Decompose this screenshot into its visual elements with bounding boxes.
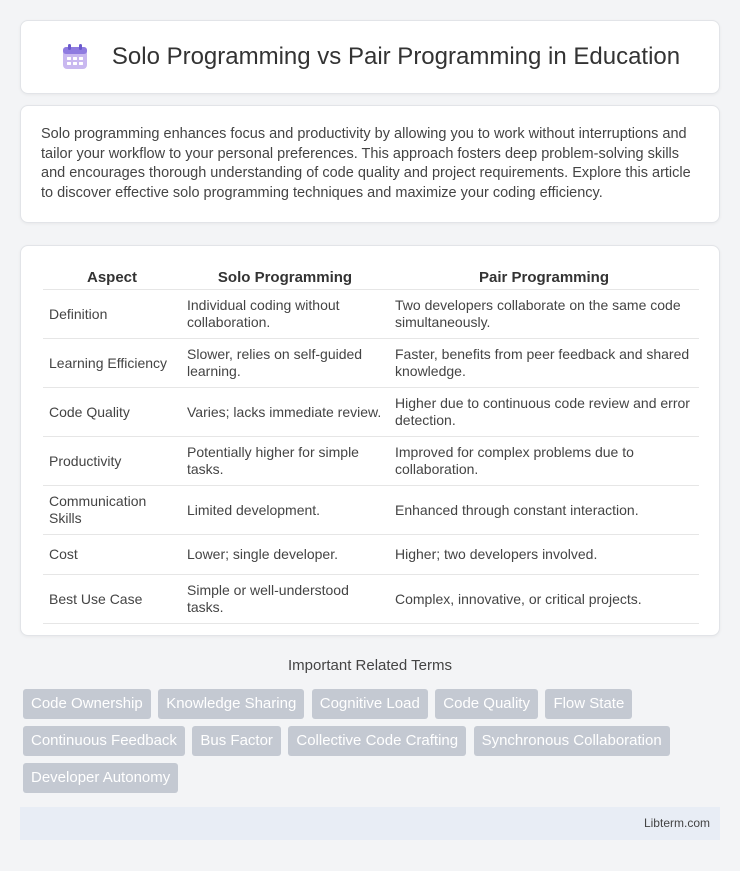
term-tag[interactable]: Synchronous Collaboration	[474, 726, 670, 756]
cell-pair: Enhanced through constant interaction.	[389, 486, 699, 535]
footer	[20, 807, 720, 840]
term-tag[interactable]: Collective Code Crafting	[288, 726, 466, 756]
cell-aspect: Code Quality	[43, 388, 181, 437]
cell-aspect: Communication Skills	[43, 486, 181, 535]
cell-solo: Limited development.	[181, 486, 389, 535]
table-row	[43, 486, 699, 535]
cell-pair: Complex, innovative, or critical projects.	[389, 575, 699, 624]
cell-aspect: Learning Efficiency	[43, 339, 181, 388]
cell-pair: Higher; two developers involved.	[389, 535, 699, 575]
cell-pair: Improved for complex problems due to collaboration.	[389, 437, 699, 486]
term-tag[interactable]: Knowledge Sharing	[158, 689, 304, 719]
term-tag[interactable]: Continuous Feedback	[23, 726, 185, 756]
footer-site-link[interactable]: Libterm.com	[643, 816, 710, 830]
page-title: Solo Programming vs Pair Programming in Education	[111, 43, 681, 70]
calendar-icon	[60, 42, 90, 72]
cell-solo: Individual coding without collaboration.	[181, 290, 389, 339]
term-tag[interactable]: Flow State	[545, 689, 632, 719]
term-tag[interactable]: Developer Autonomy	[23, 763, 178, 793]
intro-card	[20, 105, 720, 223]
comparison-card	[20, 245, 720, 636]
cell-solo: Lower; single developer.	[181, 535, 389, 575]
cell-pair: Two developers collaborate on the same code simultaneously.	[389, 290, 699, 339]
related-terms-title: Important Related Terms	[288, 657, 452, 674]
comparison-table	[43, 264, 699, 624]
term-tag[interactable]: Code Ownership	[23, 689, 151, 719]
cell-aspect: Cost	[43, 535, 181, 575]
term-tag[interactable]: Cognitive Load	[312, 689, 428, 719]
term-tag[interactable]: Code Quality	[435, 689, 538, 719]
table-row	[43, 388, 699, 437]
cell-aspect: Productivity	[43, 437, 181, 486]
header-aspect: Aspect	[43, 264, 181, 290]
cell-aspect: Definition	[43, 290, 181, 339]
table-row	[43, 339, 699, 388]
table-row	[43, 290, 699, 339]
intro-text: Solo programming enhances focus and productivity by allowing you to work without interruptions and tailor your workflow to your personal preferences. This approach fosters deep problem-solving skills and encourages thorough understanding of code quality and project requirements. Explore this article to discover effective solo programming techniques and maximize your coding efficiency.	[41, 126, 691, 201]
cell-pair: Higher due to continuous code review and error detection.	[389, 388, 699, 437]
header-pair: Pair Programming	[389, 264, 699, 290]
cell-solo: Varies; lacks immediate review.	[181, 388, 389, 437]
table-row	[43, 575, 699, 624]
title-card	[20, 20, 720, 94]
table-row	[43, 437, 699, 486]
table-row	[43, 535, 699, 575]
table-header-row	[43, 264, 699, 290]
term-tag[interactable]: Bus Factor	[192, 726, 281, 756]
cell-solo: Simple or well-understood tasks.	[181, 575, 389, 624]
cell-solo: Slower, relies on self-guided learning.	[181, 339, 389, 388]
cell-solo: Potentially higher for simple tasks.	[181, 437, 389, 486]
header-solo: Solo Programming	[181, 264, 389, 290]
cell-pair: Faster, benefits from peer feedback and shared knowledge.	[389, 339, 699, 388]
cell-aspect: Best Use Case	[43, 575, 181, 624]
related-terms-list	[23, 689, 723, 800]
